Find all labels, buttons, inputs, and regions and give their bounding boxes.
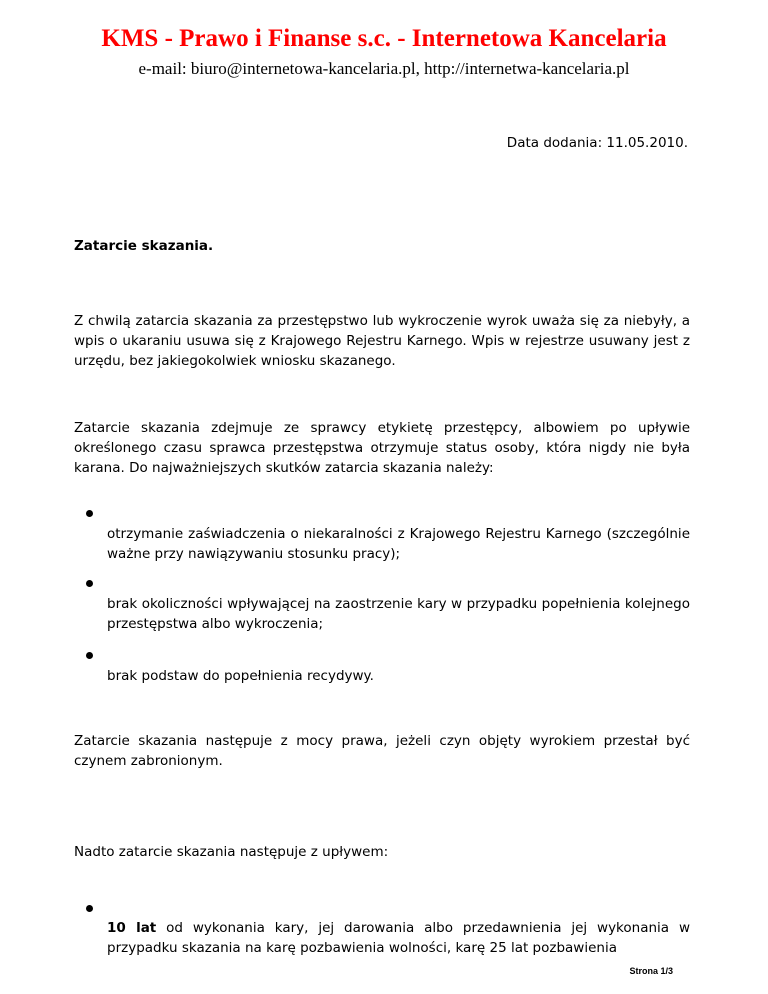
- article-heading: Zatarcie skazania.: [74, 238, 214, 254]
- paragraph-2: Zatarcie skazania zdejmuje ze sprawcy etykietę przestępcy, albowiem po upływie określonego czasu sprawca przestępstwa otrzymuje status osoby, która nigdy nie była karana. Do najważniejszych skutków zatarcia skazania należy:: [74, 420, 690, 476]
- bullet-icon: [86, 905, 93, 912]
- list-item: brak okoliczności wpływającej na zaostrzenie kary w przypadku popełnienia kolejnego przestępstwa albo wykroczenia;: [107, 596, 690, 632]
- firm-contact: e-mail: biuro@internetowa-kancelaria.pl, http://internetwa-kancelaria.pl: [138, 59, 630, 78]
- page-number: Strona 1/3: [629, 966, 673, 976]
- firm-title: KMS - Prawo i Finanse s.c. - Internetowa Kancelaria: [101, 25, 667, 52]
- bullet-icon: [86, 580, 93, 587]
- paragraph-1: Z chwilą zatarcia skazania za przestępstwo lub wykroczenie wyrok uważa się za niebyły, a wpis o ukaraniu usuwa się z Krajowego Rejestru Karnego. Wpis w rejestrze usuwany jest z urzędu, bez jakiegokolwiek wniosku skazanego.: [74, 313, 690, 369]
- list-item: otrzymanie zaświadczenia o niekaralności z Krajowego Rejestru Karnego (szczególnie ważne przy nawiązywaniu stosunku pracy);: [107, 526, 690, 562]
- bullet-icon: [86, 510, 93, 517]
- period-bold: 10 lat: [107, 920, 157, 936]
- list-item: [107, 918, 690, 958]
- paragraph-3: Zatarcie skazania następuje z mocy prawa, jeżeli czyn objęty wyrokiem przestał być czynem zabronionym.: [74, 733, 690, 769]
- period-text: od wykonania kary, jej darowania albo przedawnienia jej wykonania w przypadku skazania na karę pozbawienia wolności, karę 25 lat pozbawienia: [107, 920, 690, 956]
- paragraph-4: Nadto zatarcie skazania następuje z upływem:: [74, 844, 389, 860]
- bullet-icon: [86, 652, 93, 659]
- list-item: brak podstaw do popełnienia recydywy.: [107, 668, 374, 684]
- date-added: Data dodania: 11.05.2010.: [506, 135, 688, 151]
